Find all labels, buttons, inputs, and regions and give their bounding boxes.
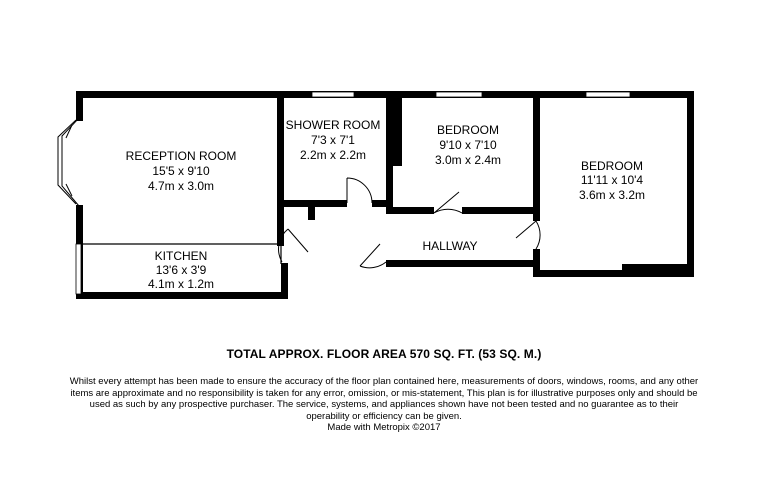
window-bedroom1 bbox=[436, 92, 482, 97]
window-shower bbox=[312, 92, 354, 97]
disclaimer-line-1: Whilst every attempt has been made to ensure the accuracy of the floor plan contained here, measurements of doors, windows, rooms, and any other bbox=[69, 376, 699, 387]
door-bedroom2 bbox=[516, 221, 540, 249]
wall-block bbox=[390, 98, 402, 166]
disclaimer-credit: Made with Metropix ©2017 bbox=[327, 422, 441, 433]
bedroom1-metric: 3.0m x 2.4m bbox=[434, 153, 502, 167]
reception-metric: 4.7m x 3.0m bbox=[147, 179, 215, 193]
shower-name: SHOWER ROOM bbox=[285, 118, 381, 132]
hallway-name: HALLWAY bbox=[422, 239, 478, 253]
bedroom2-name: BEDROOM bbox=[580, 159, 644, 173]
wall-bottom-left bbox=[76, 292, 288, 299]
wall-kitchen-right bbox=[281, 263, 288, 299]
reception-name: RECEPTION ROOM bbox=[125, 149, 237, 163]
wall-bedroom1-bottom-left bbox=[386, 207, 434, 214]
disclaimer-line-3: used as such by any prospective purchaser. The service, systems, and appliances shown have not been tested and no guarantee as to their bbox=[89, 399, 679, 410]
wall-right bbox=[687, 91, 694, 277]
shower-imperial: 7'3 x 7'1 bbox=[311, 133, 355, 147]
reception-imperial: 15'5 x 9'10 bbox=[152, 164, 210, 178]
wall-bedroom2-corner-block bbox=[622, 264, 694, 277]
wall-hallway-left bbox=[308, 200, 315, 220]
wall-reception-shower bbox=[277, 91, 284, 246]
disclaimer-line-4: operability or efficiency can be given. bbox=[306, 410, 462, 422]
window-kitchen bbox=[76, 244, 81, 294]
wall-hallway-bottom bbox=[386, 260, 540, 267]
wall-bedroom1-bottom-right bbox=[462, 207, 540, 214]
kitchen-imperial: 13'6 x 3'9 bbox=[155, 263, 207, 277]
bedroom1-imperial: 9'10 x 7'10 bbox=[439, 138, 497, 152]
kitchen-name: KITCHEN bbox=[154, 249, 208, 263]
bay-window bbox=[58, 118, 79, 206]
door-shower bbox=[347, 178, 372, 203]
bedroom1-name: BEDROOM bbox=[436, 123, 500, 137]
door-bedroom1 bbox=[434, 192, 462, 213]
disclaimer-line-2: items are approximate and no responsibility is taken for any error, omission, or mis-statement, This plan is for illustrative purposes only and should be bbox=[70, 387, 698, 399]
door-hall-left bbox=[360, 244, 386, 268]
shower-metric: 2.2m x 2.2m bbox=[299, 148, 367, 162]
disclaimer bbox=[40, 376, 728, 434]
wall-left-upper bbox=[76, 91, 83, 121]
bedroom2-metric: 3.6m x 3.2m bbox=[578, 188, 646, 202]
wall-bedroom-bedroom bbox=[533, 91, 540, 221]
doors bbox=[279, 178, 541, 268]
bedroom2-imperial: 11'11 x 10'4 bbox=[580, 173, 644, 187]
total-floor-area: TOTAL APPROX. FLOOR AREA 570 SQ. FT. (53 SQ. M.) bbox=[226, 347, 542, 361]
kitchen-metric: 4.1m x 1.2m bbox=[147, 277, 215, 291]
window-bedroom2 bbox=[586, 92, 630, 97]
